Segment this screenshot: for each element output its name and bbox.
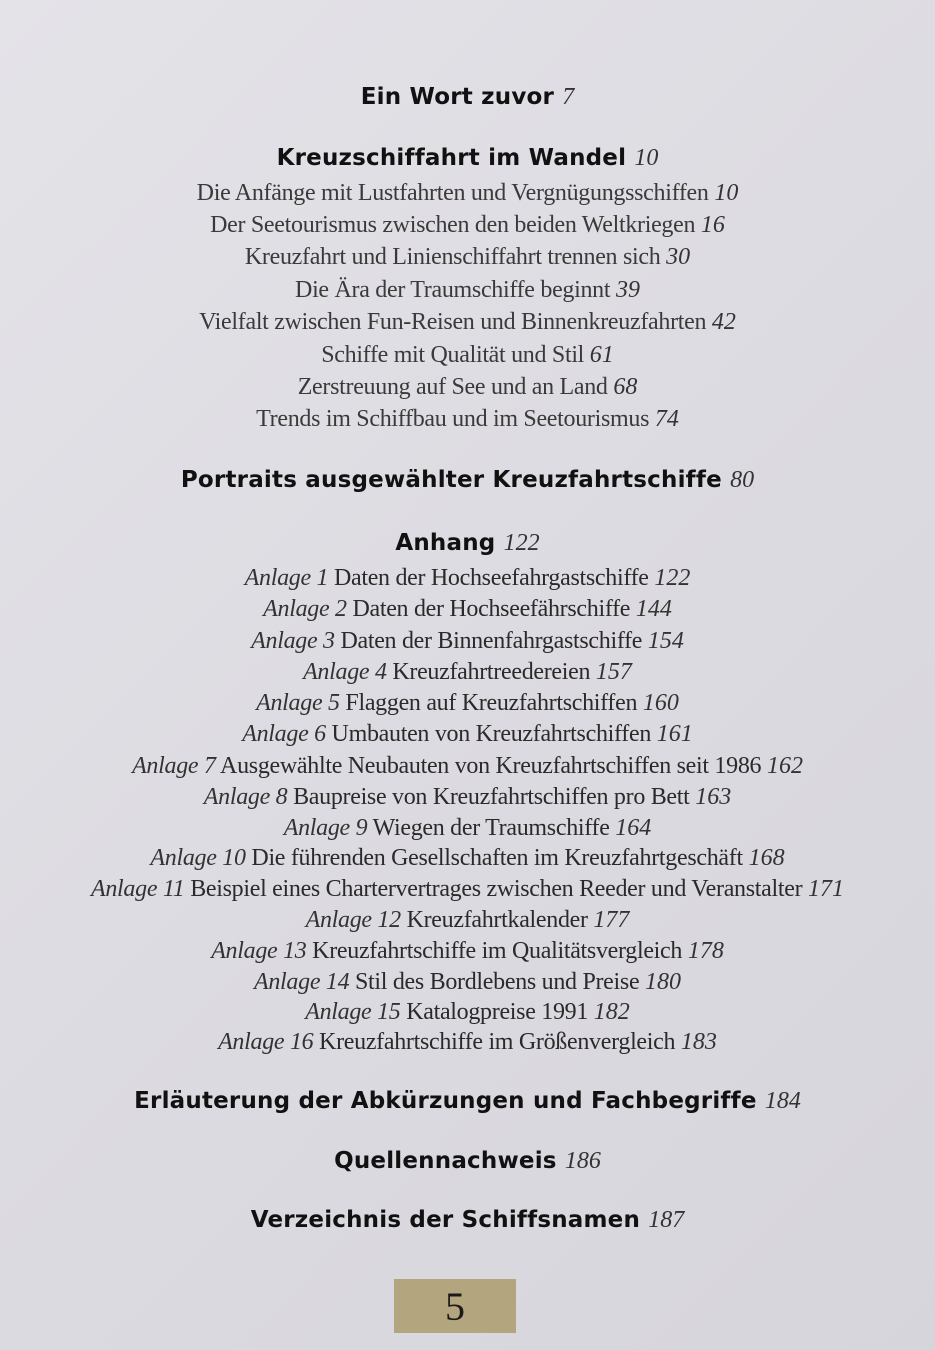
appendix-label: Anlage 8 bbox=[203, 784, 288, 810]
toc-appendix-entry bbox=[0, 939, 935, 963]
entry-page: 68 bbox=[613, 374, 638, 400]
toc-appendix-entry bbox=[0, 566, 935, 590]
appendix-label: Anlage 4 bbox=[303, 659, 387, 685]
appendix-title: Flaggen auf Kreuzfahrtschiffen bbox=[345, 690, 638, 716]
entry-title: Trends im Schiffbau und im Seetourismus bbox=[256, 406, 650, 432]
entry-title: Die Anfänge mit Lustfahrten und Vergnügungsschiffen bbox=[196, 180, 709, 206]
entry-page: 42 bbox=[711, 309, 736, 335]
toc-appendix-entry bbox=[0, 1030, 935, 1054]
appendix-page: 171 bbox=[808, 876, 845, 902]
entry-title: Schiffe mit Qualität und Stil bbox=[321, 342, 585, 368]
appendix-page: 163 bbox=[695, 784, 732, 810]
appendix-label: Anlage 3 bbox=[251, 628, 335, 654]
appendix-title: Katalogpreise 1991 bbox=[406, 999, 589, 1025]
appendix-label: Anlage 14 bbox=[254, 969, 350, 995]
entry-title: Zerstreuung auf See und an Land bbox=[297, 374, 608, 400]
appendix-label: Anlage 1 bbox=[244, 565, 329, 591]
appendix-page: 178 bbox=[687, 938, 724, 964]
toc-entry bbox=[0, 343, 935, 367]
appendix-page: 160 bbox=[642, 690, 679, 716]
toc-appendix-entry bbox=[0, 1000, 935, 1024]
toc-entry bbox=[0, 375, 935, 399]
appendix-title: Kreuzfahrtschiffe im Größenvergleich bbox=[319, 1029, 676, 1055]
entry-title: Vielfalt zwischen Fun-Reisen und Binnenkreuzfahrten bbox=[199, 309, 707, 335]
toc-appendix-entry bbox=[0, 691, 935, 715]
toc-appendix-entry bbox=[0, 816, 935, 840]
heading-title: Verzeichnis der Schiffsnamen bbox=[250, 1207, 641, 1233]
heading-page: 7 bbox=[562, 84, 575, 110]
entry-title: Der Seetourismus zwischen den beiden Weltkriegen bbox=[210, 212, 696, 238]
appendix-page: 162 bbox=[766, 753, 803, 779]
toc-heading bbox=[0, 1089, 935, 1113]
heading-page: 122 bbox=[503, 530, 540, 556]
page-number: 5 bbox=[445, 1283, 465, 1329]
appendix-title: Daten der Binnenfahrgastschiffe bbox=[340, 628, 643, 654]
appendix-label: Anlage 2 bbox=[263, 596, 347, 622]
appendix-label: Anlage 6 bbox=[242, 721, 326, 747]
appendix-label: Anlage 9 bbox=[283, 815, 368, 841]
toc-heading bbox=[0, 468, 935, 492]
heading-page: 80 bbox=[730, 467, 755, 493]
appendix-label: Anlage 13 bbox=[211, 938, 307, 964]
entry-title: Kreuzfahrt und Linienschiffahrt trennen sich bbox=[244, 244, 661, 270]
heading-title: Anhang bbox=[395, 530, 496, 556]
entry-title: Die Ära der Traumschiffe beginnt bbox=[295, 277, 611, 303]
appendix-label: Anlage 15 bbox=[305, 999, 401, 1025]
appendix-page: 182 bbox=[593, 999, 630, 1025]
toc-entry bbox=[0, 181, 935, 205]
entry-page: 39 bbox=[615, 277, 640, 303]
heading-page: 186 bbox=[564, 1148, 601, 1174]
heading-page: 187 bbox=[648, 1207, 685, 1233]
page-number-box bbox=[394, 1279, 516, 1333]
toc-appendix-entry bbox=[0, 970, 935, 994]
heading-page: 184 bbox=[764, 1088, 801, 1114]
appendix-page: 154 bbox=[647, 628, 684, 654]
appendix-page: 180 bbox=[645, 969, 681, 995]
heading-title: Ein Wort zuvor bbox=[360, 84, 555, 110]
entry-page: 10 bbox=[714, 180, 739, 206]
appendix-label: Anlage 12 bbox=[305, 907, 401, 933]
appendix-page: 157 bbox=[595, 659, 632, 685]
appendix-title: Umbauten von Kreuzfahrtschiffen bbox=[331, 721, 652, 747]
appendix-title: Daten der Hochseefahrgastschiffe bbox=[333, 565, 649, 591]
toc-appendix-entry bbox=[0, 629, 935, 653]
appendix-label: Anlage 7 bbox=[132, 753, 216, 779]
toc-heading bbox=[0, 1208, 935, 1232]
appendix-label: Anlage 10 bbox=[150, 845, 246, 871]
toc-entry bbox=[0, 310, 935, 334]
toc-heading bbox=[0, 1149, 935, 1173]
entry-page: 61 bbox=[589, 342, 614, 368]
heading-page: 10 bbox=[634, 145, 659, 171]
entry-page: 30 bbox=[666, 244, 691, 270]
toc-appendix-entry bbox=[0, 754, 935, 778]
appendix-page: 122 bbox=[654, 565, 691, 591]
appendix-title: Die führenden Gesellschaften im Kreuzfahrtgeschäft bbox=[251, 845, 743, 871]
heading-title: Kreuzschiffahrt im Wandel bbox=[276, 145, 627, 171]
toc-entry bbox=[0, 278, 935, 302]
appendix-title: Ausgewählte Neubauten von Kreuzfahrtschiffen seit 1986 bbox=[220, 753, 762, 779]
appendix-page: 161 bbox=[656, 721, 693, 747]
toc-appendix-entry bbox=[0, 908, 935, 932]
toc-appendix-entry bbox=[0, 846, 935, 870]
toc-appendix-entry bbox=[0, 597, 935, 621]
appendix-page: 177 bbox=[593, 907, 630, 933]
appendix-page: 144 bbox=[635, 596, 672, 622]
toc-appendix-entry bbox=[0, 785, 935, 809]
appendix-title: Kreuzfahrtschiffe im Qualitätsvergleich bbox=[312, 938, 683, 964]
appendix-label: Anlage 11 bbox=[90, 876, 185, 902]
appendix-title: Kreuzfahrtreedereien bbox=[392, 659, 591, 685]
appendix-title: Kreuzfahrtkalender bbox=[406, 907, 588, 933]
toc-heading bbox=[0, 85, 935, 109]
heading-title: Portraits ausgewählter Kreuzfahrtschiffe bbox=[180, 467, 722, 493]
entry-page: 74 bbox=[654, 406, 679, 432]
heading-title: Quellennachweis bbox=[334, 1148, 557, 1174]
toc-appendix-entry bbox=[0, 722, 935, 746]
appendix-page: 183 bbox=[680, 1029, 717, 1055]
appendix-page: 168 bbox=[748, 845, 785, 871]
toc-heading bbox=[0, 531, 935, 555]
appendix-label: Anlage 5 bbox=[256, 690, 340, 716]
toc-entry bbox=[0, 407, 935, 431]
entry-page: 16 bbox=[700, 212, 725, 238]
toc-appendix-entry bbox=[0, 877, 935, 901]
appendix-title: Stil des Bordlebens und Preise bbox=[354, 969, 640, 995]
appendix-title: Wiegen der Traumschiffe bbox=[372, 815, 610, 841]
toc-entry bbox=[0, 245, 935, 269]
toc-appendix-entry bbox=[0, 660, 935, 684]
heading-title: Erläuterung der Abkürzungen und Fachbegriffe bbox=[134, 1088, 757, 1114]
toc-heading bbox=[0, 146, 935, 170]
appendix-title: Baupreise von Kreuzfahrtschiffen pro Bett bbox=[293, 784, 690, 810]
appendix-label: Anlage 16 bbox=[218, 1029, 314, 1055]
appendix-title: Beispiel eines Chartervertrages zwischen Reeder und Veranstalter bbox=[190, 876, 803, 902]
appendix-title: Daten der Hochseefährschiffe bbox=[352, 596, 631, 622]
appendix-page: 164 bbox=[615, 815, 652, 841]
toc-entry bbox=[0, 213, 935, 237]
